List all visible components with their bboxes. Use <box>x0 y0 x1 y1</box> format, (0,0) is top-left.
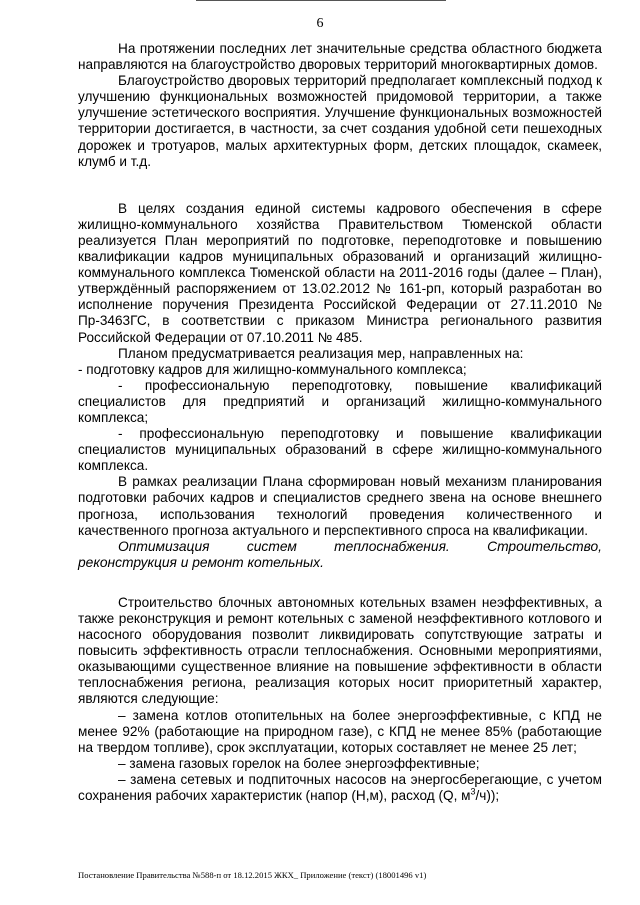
list-item-6-text: – замена сетевых и подпиточных насосов на энергосберегающие, с учетом сохранения рабочих характеристик (напор (H,м), расход (Q, м <box>78 771 602 804</box>
top-rule <box>196 0 446 1</box>
paragraph-3: В целях создания единой системы кадрового обеспечения в сфере жилищно-коммунального хозяйства Правительством Тюменской области реализуется План мероприятий по подготовке, переподготовке и повышению квалификации кадров муниципальных образований и организаций жилищно-коммунального комплекса Тюменской области на 2011-2016 годы (далее – План), утверждённый распоряжением от 13.02.2012 № 161-рп, который разработан во исполнение поручения Президента Российской Федерации от 27.11.2010 № Пр-3463ГС, в соответствии с приказом Министра регионального развития Российской Федерации от 07.10.2011 № 485. <box>78 200 602 345</box>
document-body <box>78 41 602 804</box>
list-item-6-tail: /ч)); <box>475 788 500 804</box>
list-item-2: - профессиональную переподготовку, повышение квалификаций специалистов для предприятий и организаций жилищно-коммунального комплекса; <box>78 377 602 425</box>
paragraph-6: Строительство блочных автономных котельных взамен неэффективных, а также реконструкция и ремонт котельных с заменой неэффективного котлового и насосного оборудования позволит ликвидировать сопутствующие затраты и повысить эффективность отрасли теплоснабжения. Основными мероприятиями, оказывающими существенное влияние на повышение эффективности в области теплоснабжения региона, реализация которых носит приоритетный характер, являются следующие: <box>78 594 602 707</box>
list-item-4: – замена котлов отопительных на более энергоэффективные, с КПД не менее 92% (работающие на природном газе), с КПД не менее 85% (работающие на твердом топливе), срок эксплуатации, которых составляет не менее 25 лет; <box>78 707 602 755</box>
list-item-5: – замена газовых горелок на более энергоэффективные; <box>118 755 480 771</box>
list-item-3: - профессиональную переподготовку и повышение квалификации специалистов муниципальных образований в сфере жилищно-коммунального комплекса. <box>78 426 602 474</box>
list-item-6 <box>78 772 602 804</box>
paragraph-4: Планом предусматривается реализация мер, направленных на: <box>118 345 524 361</box>
paragraph-2: Благоустройство дворовых территорий предполагает комплексный подход к улучшению функциональных возможностей придомовой территории, а также улучшение эстетического восприятия. Улучшение функциональных возможностей территории достигается, в частности, за счет создания удобной сети пешеходных дорожек и тротуаров, малых архитектурных форм, детских площадок, скамеек, клумб и т.д. <box>78 73 602 169</box>
superscript-3: 3 <box>470 786 476 797</box>
paragraph-1: На протяжении последних лет значительные средства областного бюджета направляются на благоустройство дворовых территорий многоквартирных домов. <box>78 41 602 73</box>
footer-text: Постановление Правительства №588-п от 18.12.2015 ЖКХ_ Приложение (текст) (18001496 v1) <box>78 870 427 880</box>
section-heading: Оптимизация систем теплоснабжения. Строительство, реконструкция и ремонт котельных. <box>78 538 602 570</box>
page-number: 6 <box>316 16 324 31</box>
list-item-1: - подготовку кадров для жилищно-коммунального комплекса; <box>78 361 467 377</box>
paragraph-5: В рамках реализации Плана сформирован новый механизм планирования подготовки рабочих кадров и специалистов среднего звена на основе внешнего прогноза, использования технологий проведения количественного и качественного прогноза актуального и перспективного спроса на квалификации. <box>78 474 602 538</box>
